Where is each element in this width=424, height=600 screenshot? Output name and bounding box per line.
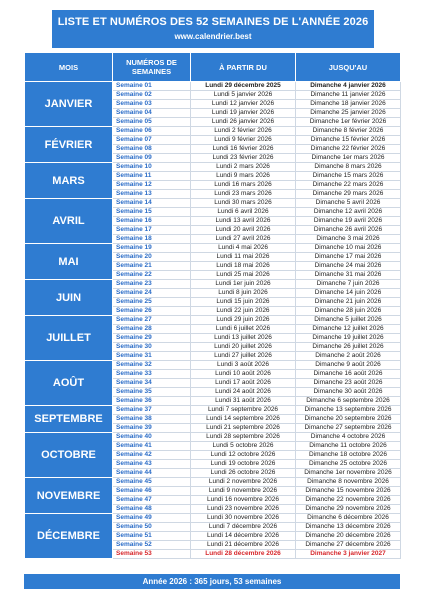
- week-end-cell: Dimanche 30 août 2026: [296, 388, 401, 397]
- week-number-cell: Semaine 21: [113, 262, 191, 271]
- week-end-cell: Dimanche 18 octobre 2026: [296, 451, 401, 460]
- week-number-cell: Semaine 19: [113, 244, 191, 253]
- table-row: [25, 514, 401, 523]
- week-end-cell: Dimanche 5 juillet 2026: [296, 316, 401, 325]
- column-header-month: MOIS: [25, 53, 113, 82]
- year-summary: Année 2026 : 365 jours, 53 semaines: [24, 574, 400, 589]
- week-start-cell: Lundi 23 mars 2026: [191, 190, 296, 199]
- week-end-cell: Dimanche 20 septembre 2026: [296, 415, 401, 424]
- week-start-cell: Lundi 16 novembre 2026: [191, 496, 296, 505]
- week-start-cell: Lundi 7 décembre 2026: [191, 523, 296, 532]
- week-end-cell: Dimanche 9 août 2026: [296, 361, 401, 370]
- week-start-cell: Lundi 12 octobre 2026: [191, 451, 296, 460]
- week-number-cell: Semaine 09: [113, 154, 191, 163]
- week-start-cell: Lundi 27 juillet 2026: [191, 352, 296, 361]
- week-number-cell: Semaine 14: [113, 199, 191, 208]
- table-row: [25, 406, 401, 415]
- week-start-cell: Lundi 21 septembre 2026: [191, 424, 296, 433]
- week-end-cell: Dimanche 8 mars 2026: [296, 163, 401, 172]
- week-end-cell: Dimanche 6 septembre 2026: [296, 397, 401, 406]
- week-end-cell: Dimanche 14 juin 2026: [296, 289, 401, 298]
- week-end-cell: Dimanche 20 décembre 2026: [296, 532, 401, 541]
- month-cell: JUIN: [25, 280, 113, 316]
- week-number-cell: Semaine 08: [113, 145, 191, 154]
- weeks-table: [24, 52, 401, 559]
- week-start-cell: Lundi 28 décembre 2026: [191, 550, 296, 559]
- week-start-cell: Lundi 2 février 2026: [191, 127, 296, 136]
- week-number-cell: Semaine 23: [113, 280, 191, 289]
- month-cell: JANVIER: [25, 82, 113, 127]
- week-number-cell: Semaine 38: [113, 415, 191, 424]
- week-end-cell: Dimanche 24 mai 2026: [296, 262, 401, 271]
- week-start-cell: Lundi 8 juin 2026: [191, 289, 296, 298]
- week-number-cell: Semaine 18: [113, 235, 191, 244]
- week-end-cell: Dimanche 1er mars 2026: [296, 154, 401, 163]
- week-end-cell: Dimanche 11 janvier 2026: [296, 91, 401, 100]
- week-start-cell: Lundi 7 septembre 2026: [191, 406, 296, 415]
- week-number-cell: Semaine 24: [113, 289, 191, 298]
- week-number-cell: Semaine 49: [113, 514, 191, 523]
- week-end-cell: Dimanche 31 mai 2026: [296, 271, 401, 280]
- week-number-cell: Semaine 45: [113, 478, 191, 487]
- weeks-table-body: [25, 82, 401, 559]
- week-end-cell: Dimanche 27 décembre 2026: [296, 541, 401, 550]
- month-cell: JUILLET: [25, 316, 113, 361]
- week-number-cell: Semaine 46: [113, 487, 191, 496]
- week-start-cell: Lundi 4 mai 2026: [191, 244, 296, 253]
- week-end-cell: Dimanche 25 janvier 2026: [296, 109, 401, 118]
- week-number-cell: Semaine 11: [113, 172, 191, 181]
- week-start-cell: Lundi 17 août 2026: [191, 379, 296, 388]
- week-end-cell: Dimanche 12 avril 2026: [296, 208, 401, 217]
- month-cell: AVRIL: [25, 199, 113, 244]
- week-start-cell: Lundi 1er juin 2026: [191, 280, 296, 289]
- week-end-cell: Dimanche 1er février 2026: [296, 118, 401, 127]
- week-number-cell: Semaine 22: [113, 271, 191, 280]
- week-end-cell: Dimanche 6 décembre 2026: [296, 514, 401, 523]
- week-number-cell: Semaine 35: [113, 388, 191, 397]
- month-cell: FÉVRIER: [25, 127, 113, 163]
- table-row: [25, 361, 401, 370]
- week-start-cell: Lundi 3 août 2026: [191, 361, 296, 370]
- week-start-cell: Lundi 21 décembre 2026: [191, 541, 296, 550]
- week-start-cell: Lundi 5 janvier 2026: [191, 91, 296, 100]
- week-number-cell: Semaine 26: [113, 307, 191, 316]
- week-start-cell: Lundi 26 janvier 2026: [191, 118, 296, 127]
- week-start-cell: Lundi 29 décembre 2025: [191, 82, 296, 91]
- week-number-cell: Semaine 52: [113, 541, 191, 550]
- week-number-cell: Semaine 34: [113, 379, 191, 388]
- week-start-cell: Lundi 15 juin 2026: [191, 298, 296, 307]
- week-end-cell: Dimanche 13 septembre 2026: [296, 406, 401, 415]
- week-start-cell: Lundi 22 juin 2026: [191, 307, 296, 316]
- week-end-cell: Dimanche 4 janvier 2026: [296, 82, 401, 91]
- week-start-cell: Lundi 24 août 2026: [191, 388, 296, 397]
- week-number-cell: Semaine 43: [113, 460, 191, 469]
- table-header-row: [25, 53, 401, 82]
- week-end-cell: Dimanche 29 mars 2026: [296, 190, 401, 199]
- week-number-cell: Semaine 31: [113, 352, 191, 361]
- week-start-cell: Lundi 19 octobre 2026: [191, 460, 296, 469]
- week-end-cell: Dimanche 22 février 2026: [296, 145, 401, 154]
- week-start-cell: Lundi 14 décembre 2026: [191, 532, 296, 541]
- week-number-cell: Semaine 41: [113, 442, 191, 451]
- week-number-cell: Semaine 01: [113, 82, 191, 91]
- week-end-cell: Dimanche 12 juillet 2026: [296, 325, 401, 334]
- week-number-cell: Semaine 48: [113, 505, 191, 514]
- week-start-cell: Lundi 27 avril 2026: [191, 235, 296, 244]
- week-end-cell: Dimanche 8 février 2026: [296, 127, 401, 136]
- week-end-cell: Dimanche 26 juillet 2026: [296, 343, 401, 352]
- week-start-cell: Lundi 16 février 2026: [191, 145, 296, 154]
- week-number-cell: Semaine 10: [113, 163, 191, 172]
- month-cell: NOVEMBRE: [25, 478, 113, 514]
- week-number-cell: Semaine 40: [113, 433, 191, 442]
- week-end-cell: Dimanche 22 novembre 2026: [296, 496, 401, 505]
- week-number-cell: Semaine 02: [113, 91, 191, 100]
- week-number-cell: Semaine 07: [113, 136, 191, 145]
- table-row: [25, 199, 401, 208]
- week-end-cell: Dimanche 29 novembre 2026: [296, 505, 401, 514]
- table-row: [25, 433, 401, 442]
- week-end-cell: Dimanche 15 novembre 2026: [296, 487, 401, 496]
- week-number-cell: Semaine 17: [113, 226, 191, 235]
- week-end-cell: Dimanche 2 août 2026: [296, 352, 401, 361]
- month-cell: AOÛT: [25, 361, 113, 406]
- week-number-cell: Semaine 05: [113, 118, 191, 127]
- week-number-cell: Semaine 20: [113, 253, 191, 262]
- week-number-cell: Semaine 27: [113, 316, 191, 325]
- week-end-cell: Dimanche 1er novembre 2026: [296, 469, 401, 478]
- week-end-cell: Dimanche 16 août 2026: [296, 370, 401, 379]
- week-number-cell: Semaine 03: [113, 100, 191, 109]
- week-end-cell: Dimanche 17 mai 2026: [296, 253, 401, 262]
- week-start-cell: Lundi 29 juin 2026: [191, 316, 296, 325]
- column-header-to: JUSQU'AU: [296, 53, 401, 82]
- week-number-cell: Semaine 51: [113, 532, 191, 541]
- month-cell: OCTOBRE: [25, 433, 113, 478]
- week-number-cell: Semaine 36: [113, 397, 191, 406]
- week-end-cell: Dimanche 10 mai 2026: [296, 244, 401, 253]
- week-end-cell: Dimanche 21 juin 2026: [296, 298, 401, 307]
- week-number-cell: Semaine 53: [113, 550, 191, 559]
- week-start-cell: Lundi 26 octobre 2026: [191, 469, 296, 478]
- table-row: [25, 163, 401, 172]
- week-end-cell: Dimanche 19 juillet 2026: [296, 334, 401, 343]
- table-row: [25, 316, 401, 325]
- week-end-cell: Dimanche 5 avril 2026: [296, 199, 401, 208]
- week-start-cell: Lundi 13 juillet 2026: [191, 334, 296, 343]
- page-title: LISTE ET NUMÉROS DES 52 SEMAINES DE L'ANNÉE 2026: [57, 16, 369, 28]
- week-end-cell: Dimanche 18 janvier 2026: [296, 100, 401, 109]
- table-row: [25, 280, 401, 289]
- week-number-cell: Semaine 37: [113, 406, 191, 415]
- week-start-cell: Lundi 10 août 2026: [191, 370, 296, 379]
- week-start-cell: Lundi 20 avril 2026: [191, 226, 296, 235]
- week-start-cell: Lundi 16 mars 2026: [191, 181, 296, 190]
- week-start-cell: Lundi 6 avril 2026: [191, 208, 296, 217]
- table-row: [25, 127, 401, 136]
- week-end-cell: Dimanche 13 décembre 2026: [296, 523, 401, 532]
- week-number-cell: Semaine 42: [113, 451, 191, 460]
- week-start-cell: Lundi 30 novembre 2026: [191, 514, 296, 523]
- week-end-cell: Dimanche 19 avril 2026: [296, 217, 401, 226]
- week-end-cell: Dimanche 3 janvier 2027: [296, 550, 401, 559]
- week-start-cell: Lundi 9 mars 2026: [191, 172, 296, 181]
- week-start-cell: Lundi 2 novembre 2026: [191, 478, 296, 487]
- week-end-cell: Dimanche 27 septembre 2026: [296, 424, 401, 433]
- week-number-cell: Semaine 15: [113, 208, 191, 217]
- week-start-cell: Lundi 19 janvier 2026: [191, 109, 296, 118]
- table-row: [25, 478, 401, 487]
- week-start-cell: Lundi 6 juillet 2026: [191, 325, 296, 334]
- week-end-cell: Dimanche 15 février 2026: [296, 136, 401, 145]
- week-start-cell: Lundi 2 mars 2026: [191, 163, 296, 172]
- week-start-cell: Lundi 31 août 2026: [191, 397, 296, 406]
- week-number-cell: Semaine 33: [113, 370, 191, 379]
- week-end-cell: Dimanche 8 novembre 2026: [296, 478, 401, 487]
- week-start-cell: Lundi 12 janvier 2026: [191, 100, 296, 109]
- site-url: www.calendrier.best: [174, 32, 252, 41]
- month-cell: SEPTEMBRE: [25, 406, 113, 433]
- week-start-cell: Lundi 23 février 2026: [191, 154, 296, 163]
- week-number-cell: Semaine 28: [113, 325, 191, 334]
- week-start-cell: Lundi 25 mai 2026: [191, 271, 296, 280]
- week-start-cell: Lundi 9 novembre 2026: [191, 487, 296, 496]
- week-start-cell: Lundi 18 mai 2026: [191, 262, 296, 271]
- title-banner: [52, 10, 374, 48]
- week-number-cell: Semaine 39: [113, 424, 191, 433]
- week-start-cell: Lundi 30 mars 2026: [191, 199, 296, 208]
- week-start-cell: Lundi 5 octobre 2026: [191, 442, 296, 451]
- week-end-cell: Dimanche 4 octobre 2026: [296, 433, 401, 442]
- week-end-cell: Dimanche 22 mars 2026: [296, 181, 401, 190]
- week-start-cell: Lundi 11 mai 2026: [191, 253, 296, 262]
- month-cell: MARS: [25, 163, 113, 199]
- week-number-cell: Semaine 16: [113, 217, 191, 226]
- week-number-cell: Semaine 13: [113, 190, 191, 199]
- week-start-cell: Lundi 23 novembre 2026: [191, 505, 296, 514]
- week-start-cell: Lundi 20 juillet 2026: [191, 343, 296, 352]
- week-end-cell: Dimanche 3 mai 2026: [296, 235, 401, 244]
- week-end-cell: Dimanche 11 octobre 2026: [296, 442, 401, 451]
- week-number-cell: Semaine 06: [113, 127, 191, 136]
- week-end-cell: Dimanche 7 juin 2026: [296, 280, 401, 289]
- column-header-from: À PARTIR DU: [191, 53, 296, 82]
- week-start-cell: Lundi 13 avril 2026: [191, 217, 296, 226]
- table-row: [25, 82, 401, 91]
- week-number-cell: Semaine 04: [113, 109, 191, 118]
- week-end-cell: Dimanche 26 avril 2026: [296, 226, 401, 235]
- month-cell: DÉCEMBRE: [25, 514, 113, 559]
- week-number-cell: Semaine 30: [113, 343, 191, 352]
- week-start-cell: Lundi 14 septembre 2026: [191, 415, 296, 424]
- week-number-cell: Semaine 50: [113, 523, 191, 532]
- week-number-cell: Semaine 25: [113, 298, 191, 307]
- month-cell: MAI: [25, 244, 113, 280]
- week-end-cell: Dimanche 15 mars 2026: [296, 172, 401, 181]
- week-start-cell: Lundi 9 février 2026: [191, 136, 296, 145]
- week-end-cell: Dimanche 25 octobre 2026: [296, 460, 401, 469]
- week-number-cell: Semaine 29: [113, 334, 191, 343]
- week-start-cell: Lundi 28 septembre 2026: [191, 433, 296, 442]
- week-number-cell: Semaine 12: [113, 181, 191, 190]
- week-number-cell: Semaine 44: [113, 469, 191, 478]
- week-end-cell: Dimanche 23 août 2026: [296, 379, 401, 388]
- week-end-cell: Dimanche 28 juin 2026: [296, 307, 401, 316]
- table-row: [25, 244, 401, 253]
- week-number-cell: Semaine 47: [113, 496, 191, 505]
- week-number-cell: Semaine 32: [113, 361, 191, 370]
- column-header-week: NUMÉROS DE SEMAINES: [113, 53, 191, 82]
